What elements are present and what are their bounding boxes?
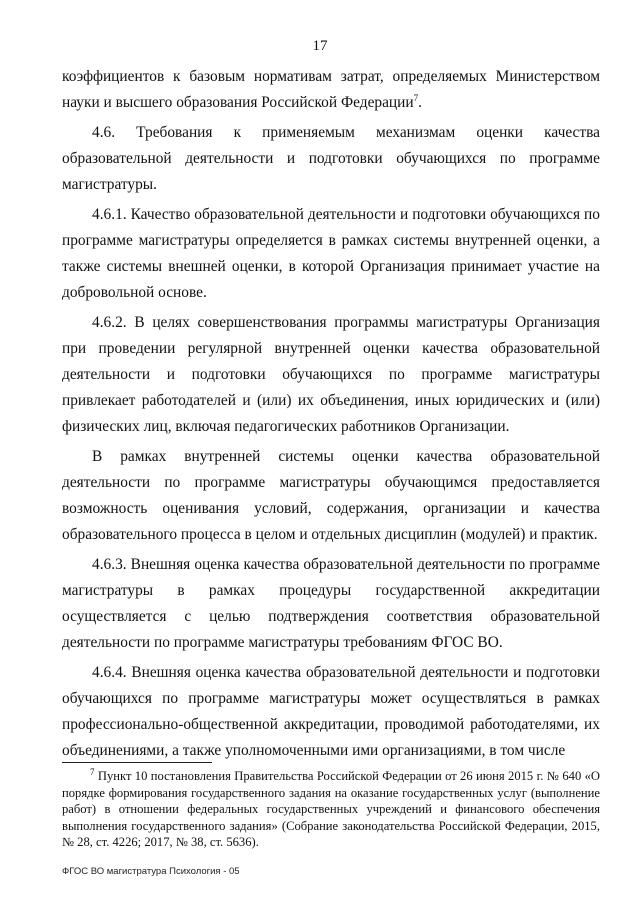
paragraph-4-6-4: 4.6.4. Внешняя оценка качества образовательной деятельности и подготовки обучающихся по программе магистратуры может осуществляться в рамках профессионально-общественной аккредитации, проводимой работодателями, их объединениями, а также уполномоченными ими организациями, в том числе [62, 664, 600, 759]
footnote-divider [62, 762, 212, 763]
paragraph-4-6-2: 4.6.2. В целях совершенствования программы магистратуры Организация при проведении регулярной внутренней оценки качества образовательной деятельности и подготовки обучающихся по программе магистратуры привлекает работодателей и (или) их объединения, иных юридических и (или) физических лиц, включая педагогических работников Организации. [62, 314, 600, 435]
section-heading-4-6: 4.6. Требования к применяемым механизмам оценки качества образовательной деятельности и подготовки обучающихся по программе магистратуры. [62, 124, 600, 193]
paragraph-4-6-1: 4.6.1. Качество образовательной деятельности и подготовки обучающихся по программе магистратуры определяется в рамках системы внутренней оценки, а также системы внешней оценки, в которой Организация принимает участие на добровольной основе. [62, 206, 600, 301]
footnote [62, 768, 600, 851]
paragraph-4-6-3: 4.6.3. Внешняя оценка качества образовательной деятельности по программе магистратуры в рамках процедуры государственной аккредитации осуществляется с целью подтверждения соответствия образовательной деятельности по программе магистратуры требованиям ФГОС ВО. [62, 556, 600, 651]
footnote-text: Пункт 10 постановления Правительства Российской Федерации от 26 июня 2015 г. № 640 «О порядке формирования государственного задания на оказание государственных услуг (выполнение работ) в отношении федеральных государственных учреждений и финансового обеспечения выполнения государственного задания» (Собрание законодательства Российской Федерации, 2015, № 28, ст. 4226; 2017, № 38, ст. 5636). [62, 769, 600, 849]
paragraph-tail: . [418, 94, 422, 111]
footnote-reference: 7 [413, 92, 419, 103]
paragraph-text: коэффициентов к базовым нормативам затрат, определяемых Министерством науки и высшего образования Российской Федерации [62, 68, 600, 111]
page-number: 17 [312, 38, 328, 54]
paragraph-continuation [62, 64, 600, 116]
page-footer: ФГОС ВО магистратура Психология - 05 [62, 866, 240, 877]
paragraph-internal-assessment: В рамках внутренней системы оценки качества образовательной деятельности по программе магистратуры обучающимся предоставляется возможность оценивания условий, содержания, организации и качества образовательного процесса в целом и отдельных дисциплин (модулей) и практик. [62, 448, 600, 543]
footnote-marker: 7 [90, 766, 95, 777]
document-body [62, 64, 600, 768]
